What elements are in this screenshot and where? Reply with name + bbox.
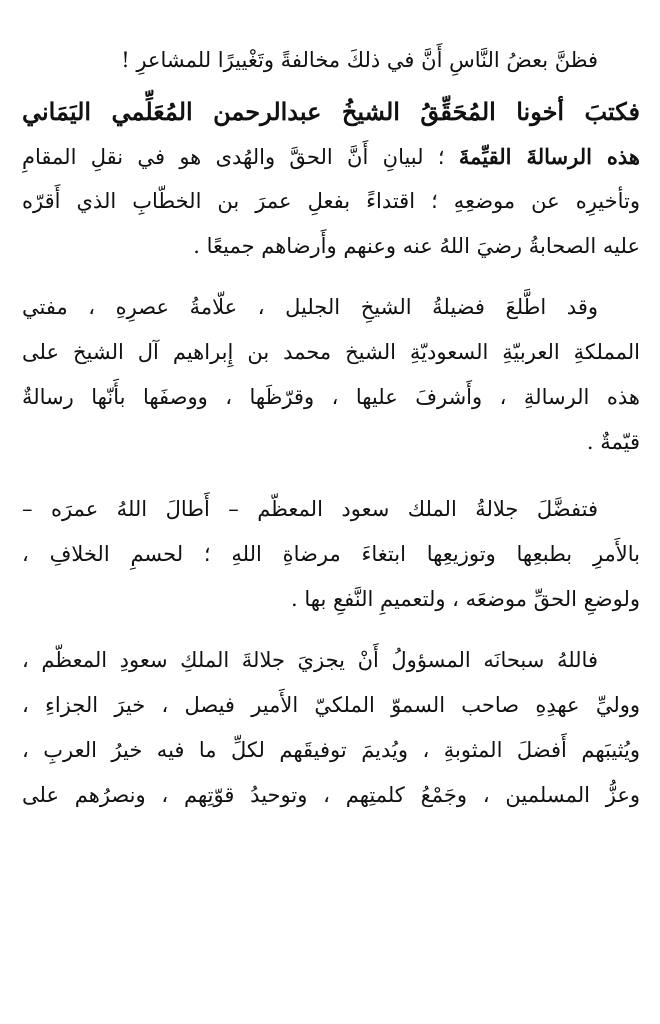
text-line: فظنَّ بعضُ النَّاسِ أَنَّ في ذلكَ مخالفةً وتَغْييرًا للمشاعرِ ! (121, 48, 598, 72)
paragraph-4 (22, 487, 640, 622)
text-line: ووليِّ عهدِهِ صاحب السموّ الملكيّ الأَمير فيصل ، خيرَ الجزاءِ ، (22, 693, 640, 717)
paragraph-1 (22, 38, 640, 83)
paragraph-3 (22, 285, 640, 465)
text-line: فتفضَّلَ جلالةُ الملك سعود المعظّم – أَطالَ اللهُ عمرَه – (22, 497, 598, 521)
text-line: ويُثيبَهم أَفضلَ المثوبةِ ، ويُديمَ توفيقَهم لكلِّ ما فيه خيرُ العربِ ، (22, 738, 640, 762)
text-line: عليه الصحابةُ رضيَ اللهُ عنه وعنهم وأَرضاهم جميعًا . (193, 234, 640, 258)
text-line: بالأَمرِ بطبعِها وتوزيعِها ابتغاءَ مرضاةِ اللهِ ؛ لحسمِ الخلافِ ، (22, 542, 640, 566)
text-line: وتأخيرِه عن موضعِهِ ؛ اقتداءً بفعلِ عمرَ بن الخطّابِ الذي أَقرّه (22, 189, 640, 213)
text-line: وعزُّ المسلمين ، وجَمْعُ كلمتِهم ، وتوحيدُ قوّتِهم ، ونصرُهم على (22, 783, 640, 807)
text-line: قيّمةٌ . (586, 430, 640, 454)
text-line: وقد اطَّلعَ فضيلةُ الشيخِ الجليل ، علّامةُ عصرِهِ ، مفتي (22, 295, 598, 319)
bold-phrase: هذه الرسالةَ القيِّمةَ (458, 144, 640, 169)
text-line: ولوضعِ الحقِّ موضعَه ، ولتعميمِ النَّفعِ بها . (291, 587, 640, 611)
paragraph-5 (22, 638, 640, 818)
heading-line: فكتبَ أخونا المُحَقِّقُ الشيخُ عبدالرحمن المُعَلِّمي اليَمَاني (22, 97, 640, 126)
text-line: هذه الرسالةِ ، وأَشرفَ عليها ، وقرّظَها ، ووصفَها بأَنّها رسالةٌ (22, 385, 640, 409)
text-line: فاللهُ سبحانَه المسؤولُ أَنْ يجزيَ جلالةَ الملكِ سعودِ المعظّم ، (22, 648, 598, 672)
text-line: المملكةِ العربيّةِ السعوديّةِ الشيخ محمد بن إِبراهيم آل الشيخ على (22, 340, 640, 364)
text-line (22, 134, 640, 179)
text-segment: ؛ لبيانِ أَنَّ الحقَّ والهُدى هو في نقلِ المقامِ (22, 145, 459, 169)
paragraph-2 (22, 89, 640, 269)
